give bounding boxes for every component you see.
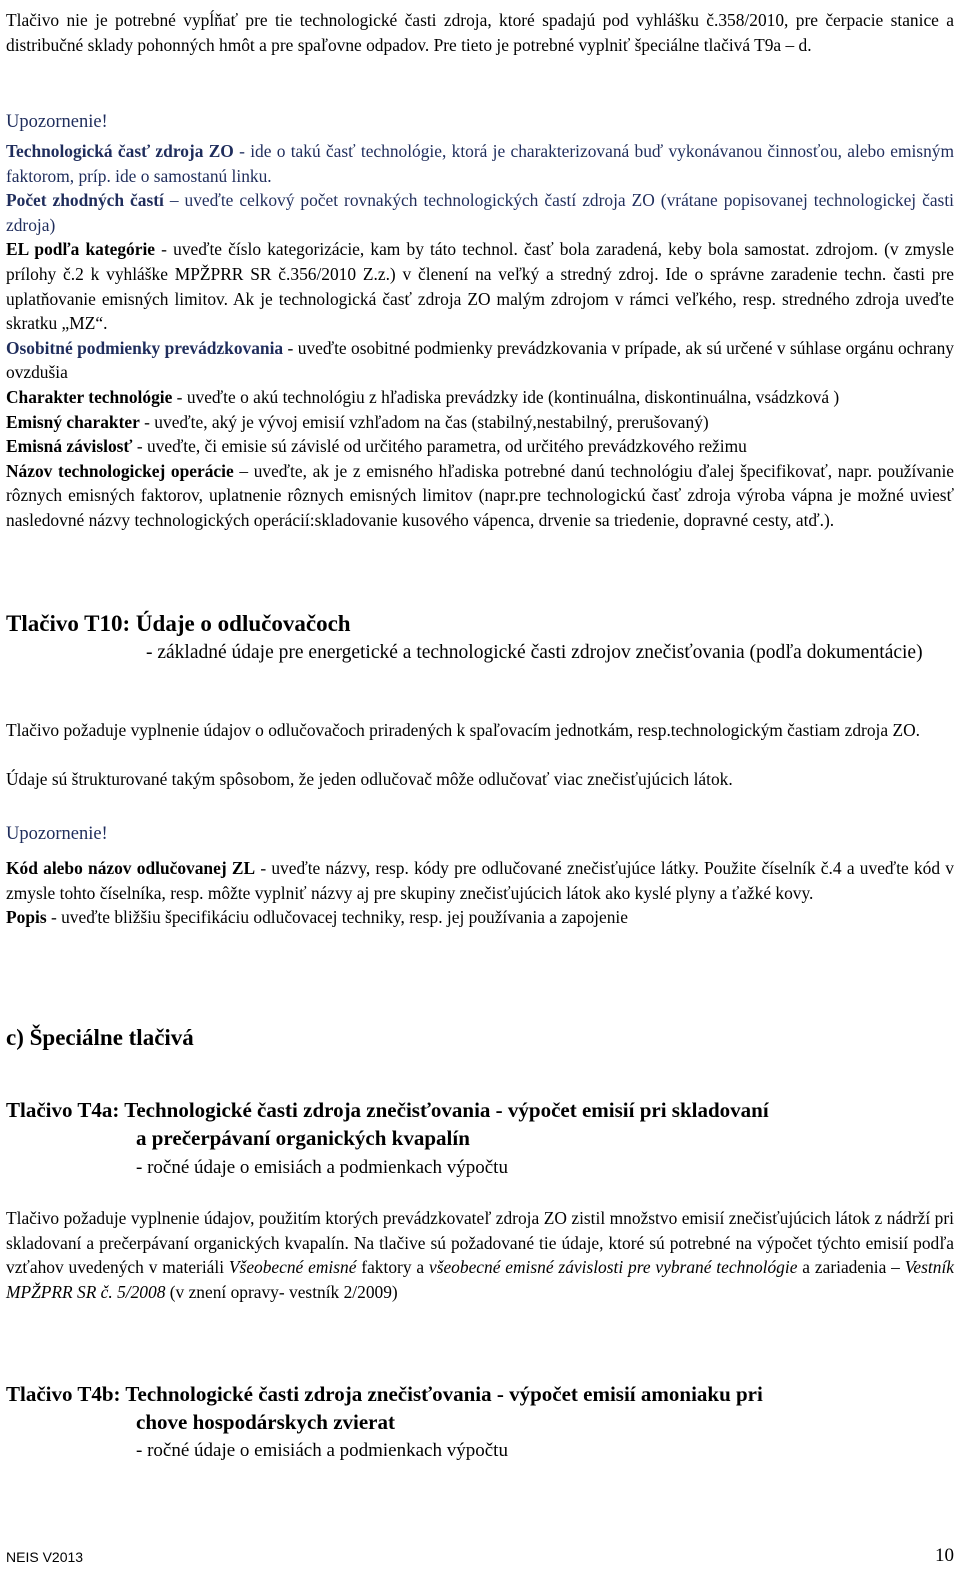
def-special-conditions: Osobitné podmienky prevádzkovania - uveďte osobitné podmienky prevádzkovania v prípade, ak sú určené v súhlase orgánu ochrany ovzdušia	[6, 337, 955, 383]
t10-subtitle: - základné údaje pre energetické a technologické časti zdrojov znečisťovania (podľa dokumentácie)	[146, 642, 923, 663]
t4a-subtitle: - ročné údaje o emisiách a podmienkach výpočtu	[136, 1157, 508, 1178]
def-emission-character: Emisný charakter - uveďte, aký je vývoj emisií vzhľadom na čas (stabilný,nestabilný, prerušovaný)	[6, 411, 709, 432]
t10-warning-title: Upozornenie!	[6, 824, 108, 844]
t4b-subtitle: - ročné údaje o emisiách a podmienkach výpočtu	[136, 1440, 508, 1461]
t10-para2: Údaje sú štrukturované takým spôsobom, že jeden odlučovač môže odlučovať viac znečisťujúcich látok.	[6, 769, 733, 789]
def-el-category: EL podľa kategórie - uveďte číslo kategorizácie, kam by táto technol. časť bola zaradená, keby bola samostat. zdrojom. (v zmysle prílohy č.2 k vyhláške MPŽPRR SR č.356/2010 Z.z.) v členení na veľký a stredný zdroj. Ide o správne zaradenie techn. časti pre uplatňovanie emisných limitov. Ak je technologická časť zdroja ZO malým zdrojom v rámci veľkého, resp. stredného zdroja uveďte skratku „MZ“.	[6, 239, 954, 334]
footer-version: NEIS V2013	[6, 1549, 84, 1565]
special-forms-heading: c) Špeciálne tlačivá	[6, 1025, 194, 1050]
def-emission-dependency: Emisná závislosť - uveďte, či emisie sú závislé od určitého parametra, od určitého prevádzkového režimu	[6, 436, 747, 457]
page-number: 10	[935, 1545, 954, 1566]
def-count: Počet zhodných častí – uveďte celkový počet rovnakých technologických častí zdroja ZO (vrátane popisovanej technologickej časti zdroja)	[6, 190, 954, 235]
t4a-heading: Tlačivo T4a: Technologické časti zdroja znečisťovania - výpočet emisií pri skladovaní a prečerpávaní organických kvapalín	[6, 1098, 769, 1150]
warning-title: Upozornenie!	[6, 112, 108, 132]
def-description: Popis - uveďte bližšiu špecifikáciu odlučovacej techniky, resp. jej používania a zapojenie	[6, 907, 628, 928]
definitions-block	[6, 139, 954, 533]
t4a-paragraph: Tlačivo požaduje vyplnenie údajov, použitím ktorých prevádzkovateľ zdroja ZO zistil množstvo emisií znečisťujúcich látok z nádrží pri skladovaní a prečerpávaní organických kvapalín. Na tlačive sú požadované tie údaje, ktoré sú potrebné na výpočet týchto emisií podľa vzťahov uvedených v materiáli Všeobecné emisné faktory a všeobecné emisné závislosti pre vybrané technológie a zariadenia – Vestník MPŽPRR SR č. 5/2008 (v znení opravy- vestník 2/2009)	[6, 1208, 954, 1302]
def-pollutant-code: Kód alebo názov odlučovanej ZL - uveďte názvy, resp. kódy pre odlučované znečisťujúce látky. Použite číselník č.4 a uveďte kód v zmysle tohto číselníka, resp. môžte vyplniť názvy aj pre skupiny znečisťujúcich látok ako kyslé plyny a ťažké kovy.	[6, 858, 954, 903]
t10-heading: Tlačivo T10: Údaje o odlučovačoch	[6, 611, 351, 636]
t10-para1: Tlačivo požaduje vyplnenie údajov o odlučovačoch priradených k spaľovacím jednotkám, resp.technologickým častiam zdroja ZO.	[6, 720, 920, 740]
def-technology-character: Charakter technológie - uveďte o akú technológiu z hľadiska prevádzky ide (kontinuálna, diskontinuálna, vsádzková )	[6, 386, 840, 407]
t10-definitions	[6, 856, 954, 930]
intro-paragraph: Tlačivo nie je potrebné vypĺňať pre tie technologické časti zdroja, ktoré spadajú pod vyhlášku č.358/2010, pre čerpacie stanice a distribučné sklady pohonných hmôt a pre spaľovne odpadov. Pre tieto je potrebné vyplniť špeciálne tlačivá T9a – d.	[6, 10, 954, 55]
def-operation-name: Názov technologickej operácie – uveďte, ak je z emisného hľadiska potrebné danú technológiu ďalej špecifikovať, napr. používanie rôznych emisných faktorov, uplatnenie rôznych emisných limitov (napr.pre technologickú časť zdroja výroba vápna je možné uviesť nasledovné názvy technologických operácií:skladovanie kusového vápenca, drvenie sa triedenie, dopravné cesty, atď.).	[6, 460, 954, 530]
def-tech-part: Technologická časť zdroja ZO - ide o takú časť technológie, ktorá je charakterizovaná buď vykonávanou činnosťou, alebo emisným faktorom, príp. ide o samostanú linku.	[6, 141, 954, 186]
t4b-heading: Tlačivo T4b: Technologické časti zdroja znečisťovania - výpočet emisií amoniaku pri chove hospodárskych zvierat	[6, 1382, 763, 1434]
